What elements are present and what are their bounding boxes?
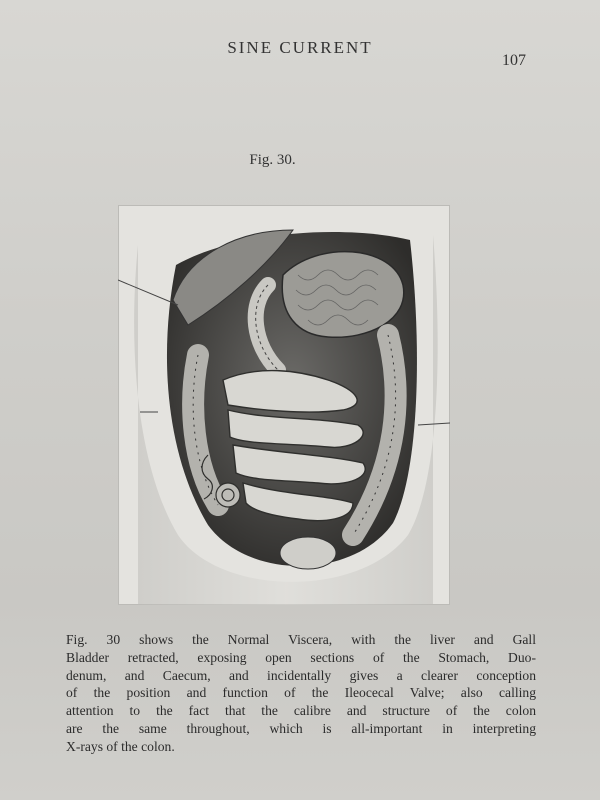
caption-line: X-rays of the colon. [66,738,175,754]
caption-line: Fig. 30 shows the Normal Viscera, with the liver and Gall [66,632,536,647]
caption-line: of the position and function of the Ileocecal Valve; also calling [66,685,536,701]
caption-line: are the same throughout, which is all-important in interpreting [66,720,536,736]
caption-line: Bladder retracted, exposing open sections of the Stomach, Duo- [66,649,536,665]
caption-line: denum, and Caecum, and incidentally gives a clearer conception [66,667,536,683]
viscera-drawing [118,205,450,605]
anatomical-illustration [118,205,450,605]
page-number: 107 [502,52,526,69]
running-head: SINE CURRENT [227,38,373,57]
figure-label: Fig. 30. [249,152,296,168]
caption-line: attention to the fact that the calibre and structure of the colon [66,703,536,719]
figure-caption [66,631,536,756]
